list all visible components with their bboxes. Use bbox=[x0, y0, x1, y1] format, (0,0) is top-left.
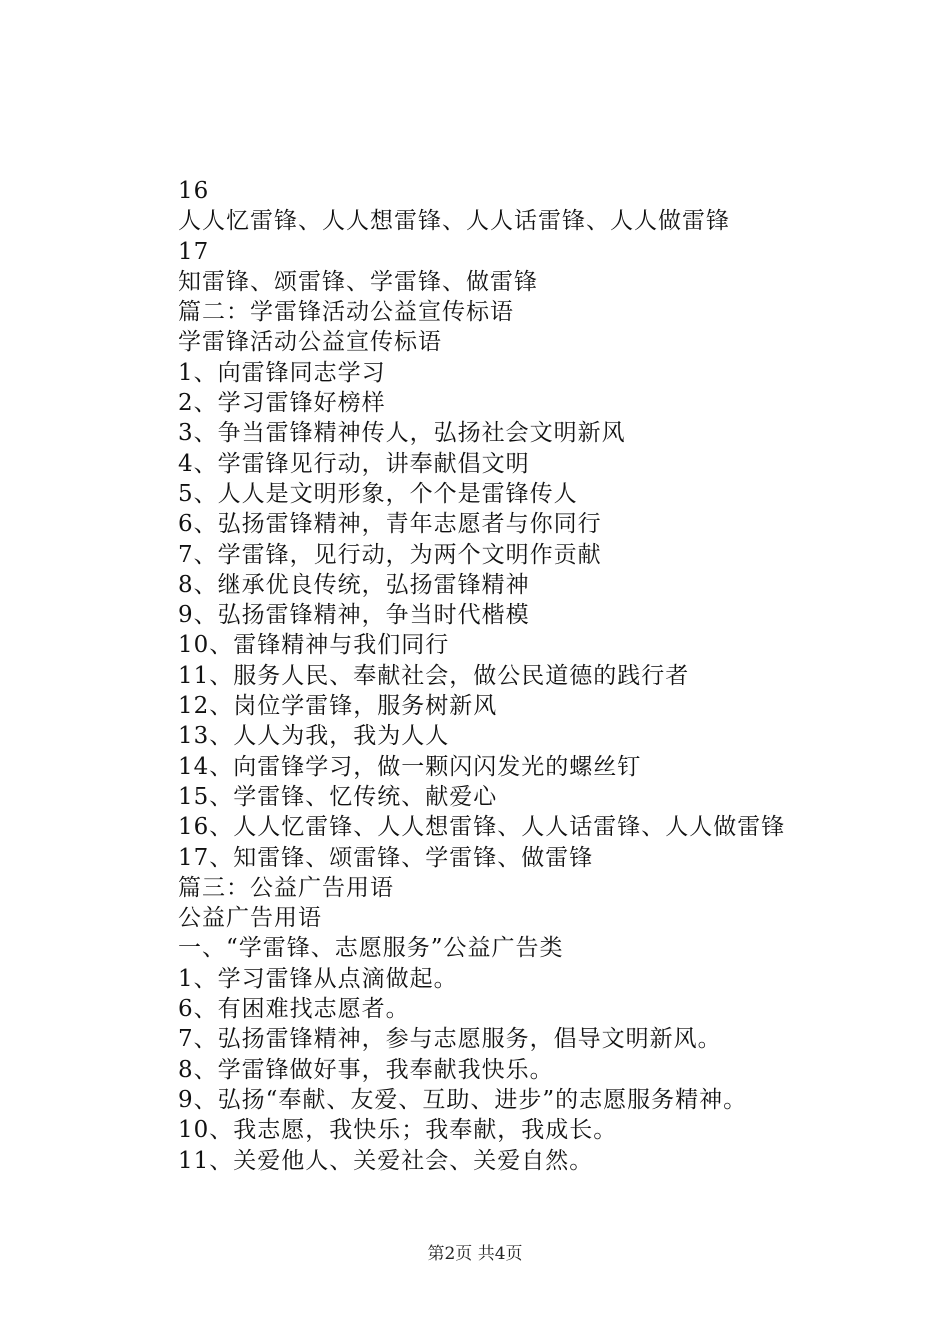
section-title: 公益广告用语 bbox=[178, 905, 322, 932]
text-line: 9、弘扬“奉献、友爱、互助、进步”的志愿服务精神。 bbox=[178, 1086, 748, 1113]
document-body bbox=[178, 176, 918, 1176]
text-line: 10、我志愿，我快乐；我奉献，我成长。 bbox=[178, 1117, 618, 1144]
page-footer: 第2页 共4页 bbox=[427, 1244, 523, 1264]
text-line: 16 bbox=[178, 178, 210, 204]
text-line: 15、学雷锋、忆传统、献爱心 bbox=[178, 783, 498, 810]
section-title: 学雷锋活动公益宣传标语 bbox=[178, 329, 442, 356]
text-line: 7、学雷锋，见行动，为两个文明作贡献 bbox=[178, 541, 602, 568]
subsection-heading: 一、“学雷锋、志愿服务”公益广告类 bbox=[178, 935, 564, 962]
text-line: 9、弘扬雷锋精神，争当时代楷模 bbox=[178, 602, 530, 629]
text-line: 知雷锋、颂雷锋、学雷锋、做雷锋 bbox=[178, 268, 538, 295]
text-line: 16、人人忆雷锋、人人想雷锋、人人话雷锋、人人做雷锋 bbox=[178, 814, 786, 841]
text-line: 13、人人为我，我为人人 bbox=[178, 723, 450, 750]
text-line: 12、岗位学雷锋，服务树新风 bbox=[178, 693, 498, 720]
text-line: 17、知雷锋、颂雷锋、学雷锋、做雷锋 bbox=[178, 844, 594, 871]
text-line: 3、争当雷锋精神传人，弘扬社会文明新风 bbox=[178, 420, 626, 447]
text-line: 8、学雷锋做好事，我奉献我快乐。 bbox=[178, 1056, 554, 1083]
text-line: 1、向雷锋同志学习 bbox=[178, 359, 386, 386]
section-heading: 篇二：学雷锋活动公益宣传标语 bbox=[178, 299, 514, 326]
text-line: 2、学习雷锋好榜样 bbox=[178, 390, 386, 417]
text-line: 6、弘扬雷锋精神，青年志愿者与你同行 bbox=[178, 511, 602, 538]
text-line: 人人忆雷锋、人人想雷锋、人人话雷锋、人人做雷锋 bbox=[178, 208, 730, 235]
text-line: 8、继承优良传统，弘扬雷锋精神 bbox=[178, 571, 530, 598]
section-heading: 篇三：公益广告用语 bbox=[178, 874, 394, 901]
text-line: 14、向雷锋学习，做一颗闪闪发光的螺丝钉 bbox=[178, 753, 642, 780]
text-line: 1、学习雷锋从点滴做起。 bbox=[178, 965, 458, 992]
text-line: 11、服务人民、奉献社会，做公民道德的践行者 bbox=[178, 662, 690, 689]
text-line: 4、学雷锋见行动，讲奉献倡文明 bbox=[178, 450, 530, 477]
text-line: 10、雷锋精神与我们同行 bbox=[178, 632, 450, 659]
text-line: 17 bbox=[178, 238, 210, 265]
text-line: 6、有困难找志愿者。 bbox=[178, 996, 410, 1023]
text-line: 5、人人是文明形象，个个是雷锋传人 bbox=[178, 480, 578, 507]
text-line: 7、弘扬雷锋精神，参与志愿服务，倡导文明新风。 bbox=[178, 1026, 722, 1053]
text-line: 11、关爱他人、关爱社会、关爱自然。 bbox=[178, 1147, 594, 1174]
